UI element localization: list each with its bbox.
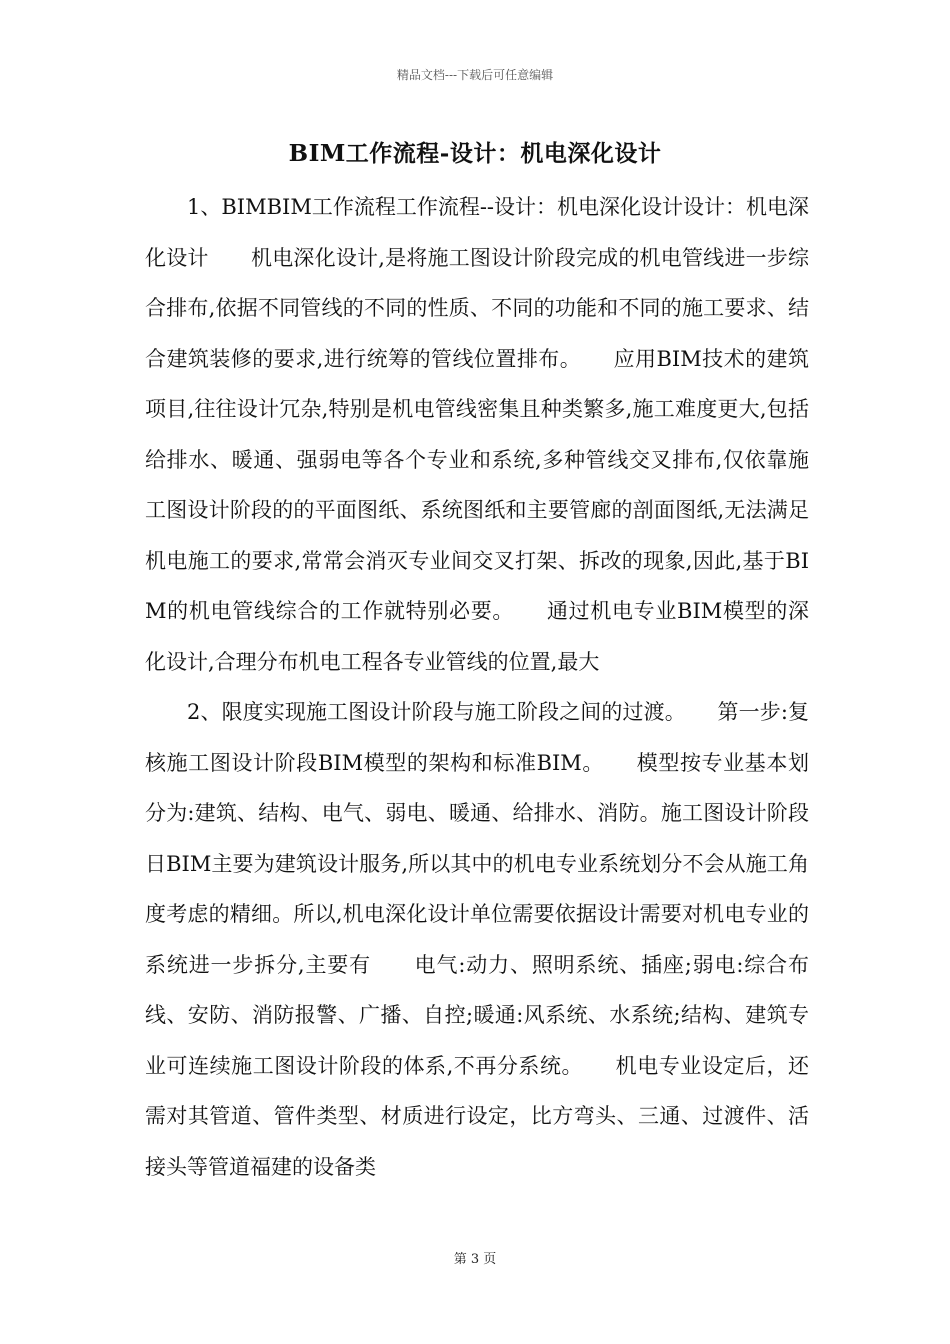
page-header: 精品文档---下载后可任意编辑 xyxy=(396,68,554,82)
document-title: BIM工作流程-设计：机电深化设计 xyxy=(288,140,662,167)
page-number: 第 3 页 xyxy=(453,1252,497,1267)
document-body xyxy=(145,182,809,1192)
paragraph-2: 2、限度实现施工图设计阶段与施工阶段之间的过渡。 第一步:复核施工图设计阶段BIM模型的架构和标准BIM。 模型按专业基本划分为:建筑、结构、电气、弱电、暖通、给排水、消防。施工图设计阶段日BIM主要为建筑设计服务,所以其中的机电专业系统划分不会从施工角度考虑的精细。所以,机电深化设计单位需要依据设计需要对机电专业的系统进一步拆分,主要有 电气:动力、照明系统、插座;弱电:综合布线、安防、消防报警、广播、自控;暖通:风系统、水系统;结构、建筑专业可连续施工图设计阶段的体系,不再分系统。 机电专业设定后，还需对其管道、管件类型、材质进行设定，比方弯头、三通、过渡件、活接头等管道福建的设备类 xyxy=(145,700,809,1179)
paragraph-1: 1、BIMBIM工作流程工作流程--设计：机电深化设计设计：机电深化设计 机电深化设计,是将施工图设计阶段完成的机电管线进一步综合排布,依据不同管线的不同的性质、不同的功能和不同的施工要求、结合建筑装修的要求,进行统筹的管线位置排布。 应用BIM技术的建筑项目,往往设计冗杂,特别是机电管线密集且种类繁多,施工难度更大,包括给排水、暖通、强弱电等各个专业和系统,多种管线交叉排布,仅依靠施工图设计阶段的的平面图纸、系统图纸和主要管廊的剖面图纸,无法满足机电施工的要求,常常会消灭专业间交叉打架、拆改的现象,因此,基于BIM的机电管线综合的工作就特别必要。 通过机电专业BIM模型的深化设计,合理分布机电工程各专业管线的位置,最大 xyxy=(145,195,810,674)
